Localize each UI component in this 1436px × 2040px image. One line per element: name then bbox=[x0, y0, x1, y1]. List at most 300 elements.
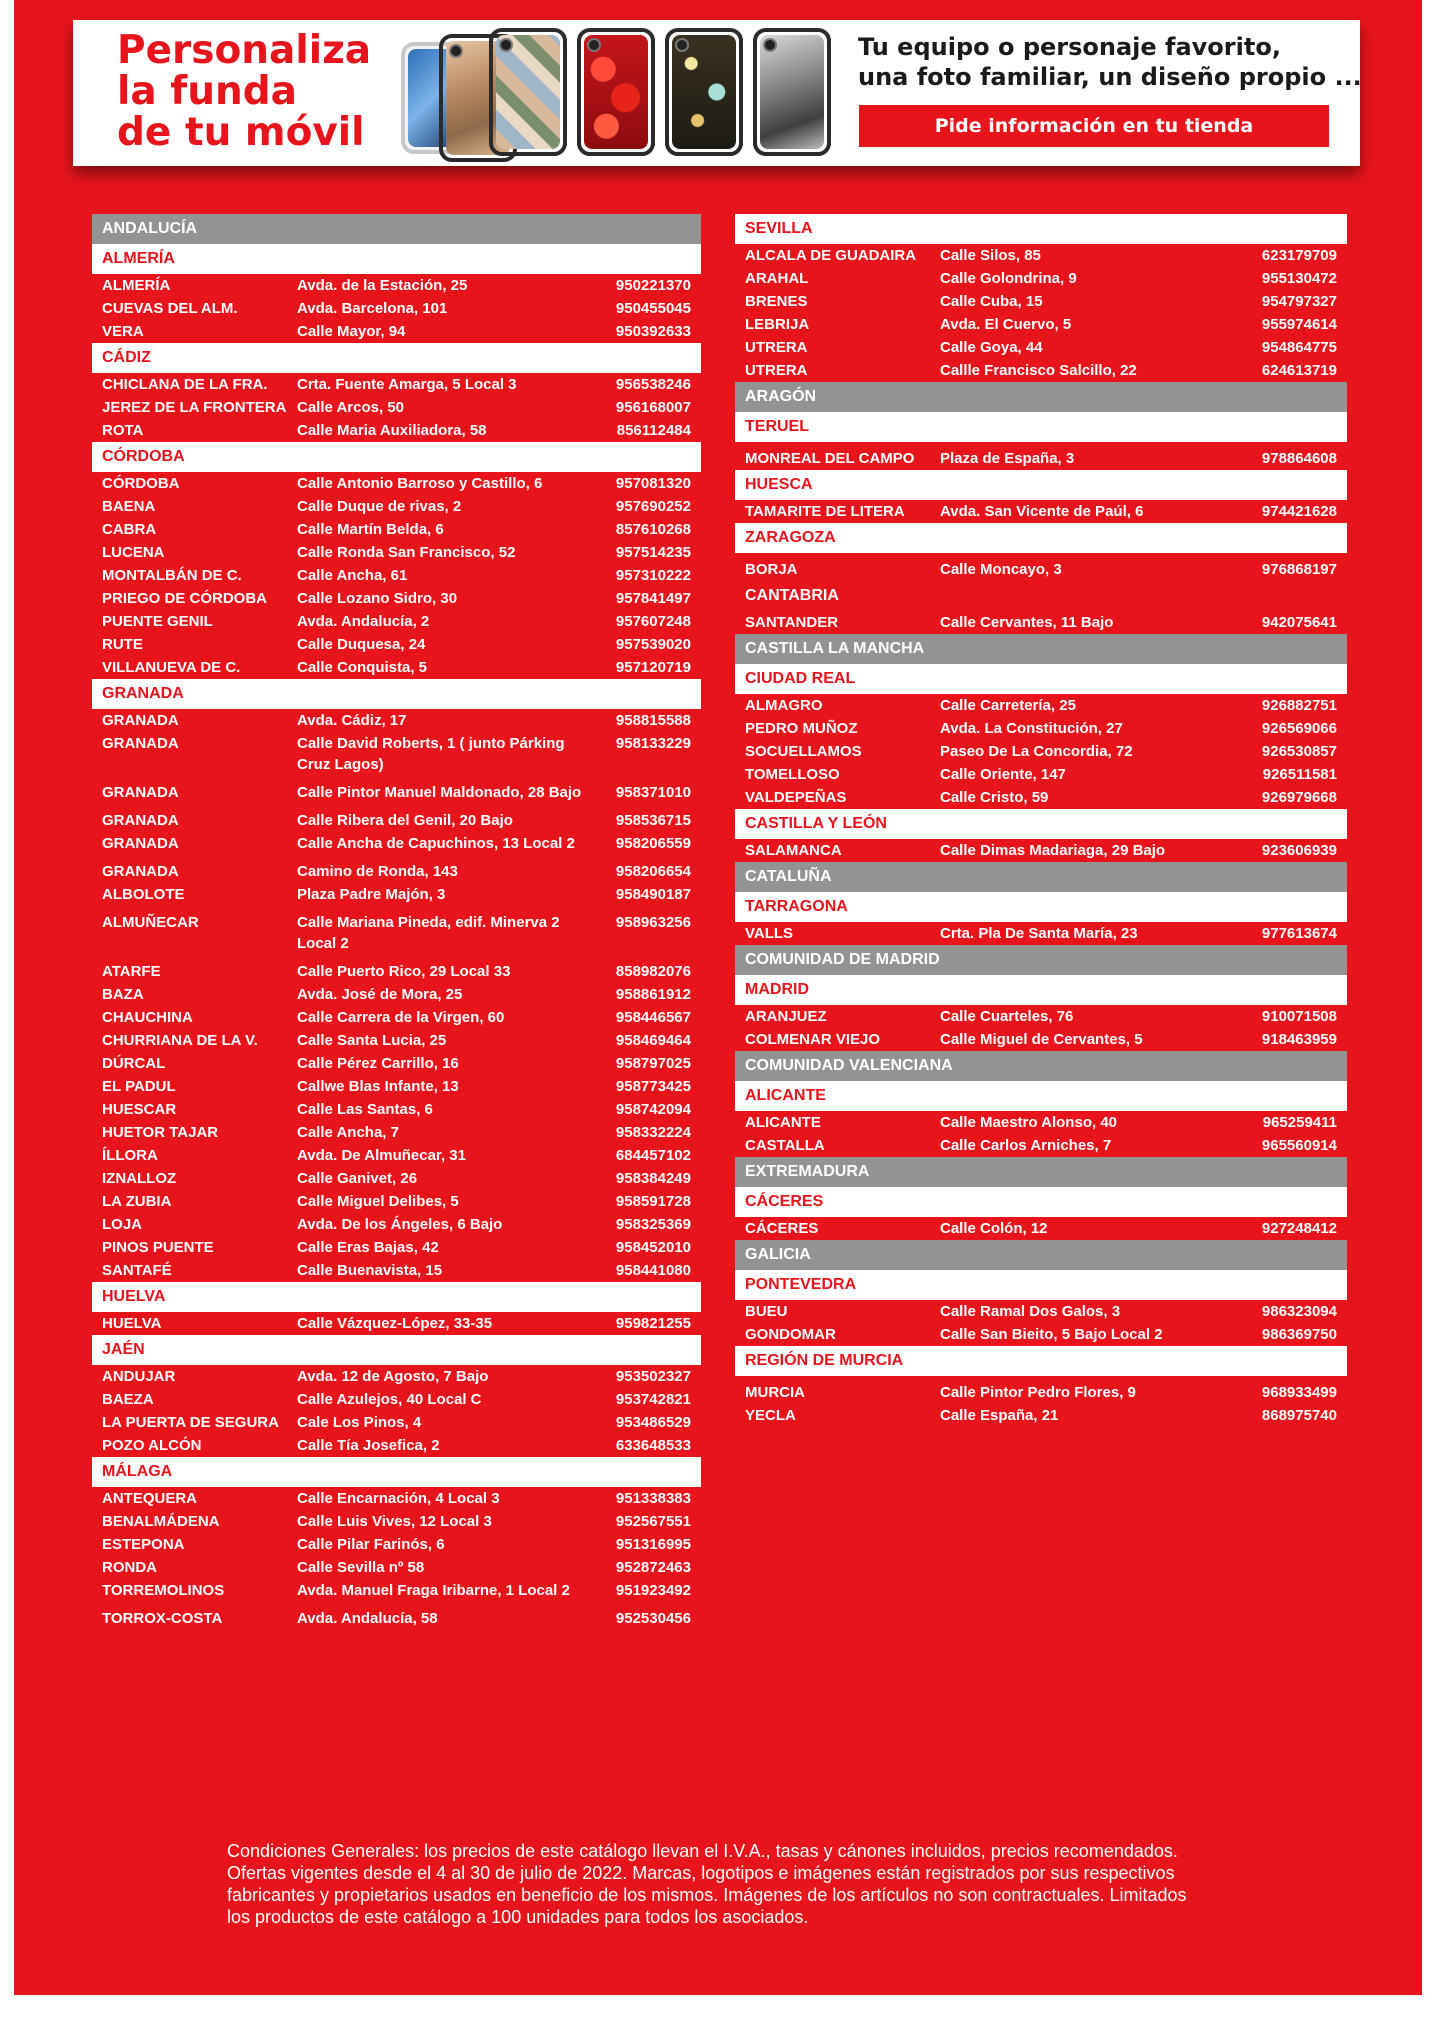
store-phone: 958206559 bbox=[615, 835, 691, 852]
banner-title-line: la funda bbox=[117, 69, 297, 114]
store-row bbox=[735, 1217, 1347, 1240]
province-header: TARRAGONA bbox=[735, 892, 1347, 922]
store-row bbox=[92, 1312, 701, 1335]
store-address: Avda. de la Estación, 25 bbox=[297, 277, 468, 294]
store-row bbox=[92, 274, 701, 297]
phone-bw-icon bbox=[753, 28, 831, 156]
store-city: BAEZA bbox=[102, 1391, 154, 1408]
banner-copy-line: Tu equipo o personaje favorito, bbox=[858, 33, 1281, 61]
store-address: Calle Colón, 12 bbox=[940, 1220, 1048, 1237]
store-row bbox=[735, 717, 1347, 740]
store-phone: 958742094 bbox=[615, 1101, 691, 1118]
store-address: Avda. Andalucía, 58 bbox=[297, 1610, 438, 1627]
store-city: GRANADA bbox=[102, 784, 179, 801]
store-city: HUETOR TAJAR bbox=[102, 1124, 219, 1141]
region-header: CASTILLA LA MANCHA bbox=[735, 634, 1347, 664]
store-city: CUEVAS DEL ALM. bbox=[102, 300, 238, 317]
store-city: SALAMANCA bbox=[745, 842, 842, 859]
store-phone: 957607248 bbox=[615, 613, 691, 630]
store-phone: 955130472 bbox=[1261, 270, 1337, 287]
store-city: LEBRIJA bbox=[745, 316, 810, 333]
store-row bbox=[92, 860, 701, 883]
store-address: Paseo De La Concordia, 72 bbox=[940, 743, 1133, 760]
province-header: CÁDIZ bbox=[92, 343, 701, 373]
store-address: Calle Eras Bajas, 42 bbox=[297, 1239, 439, 1256]
store-address: Calle Encarnación, 4 Local 3 bbox=[297, 1490, 500, 1507]
store-city: ALBOLOTE bbox=[102, 886, 185, 903]
store-phone: 978864608 bbox=[1261, 450, 1337, 467]
store-row bbox=[92, 1556, 701, 1579]
store-phone: 951923492 bbox=[615, 1582, 691, 1599]
store-row bbox=[92, 832, 701, 855]
store-address: Calle Oriente, 147 bbox=[940, 766, 1066, 783]
store-phone: 986323094 bbox=[1261, 1303, 1337, 1320]
store-address: Avda. La Constitución, 27 bbox=[940, 720, 1123, 737]
store-city: GONDOMAR bbox=[745, 1326, 836, 1343]
store-row bbox=[735, 558, 1347, 581]
region-header: CATALUÑA bbox=[735, 862, 1347, 892]
store-row bbox=[735, 740, 1347, 763]
store-phone: 958206654 bbox=[615, 863, 691, 880]
store-row bbox=[92, 1075, 701, 1098]
store-phone: 953502327 bbox=[615, 1368, 691, 1385]
store-phone: 927248412 bbox=[1261, 1220, 1337, 1237]
store-city: EL PADUL bbox=[102, 1078, 176, 1095]
store-row bbox=[735, 359, 1347, 382]
store-city: UTRERA bbox=[745, 362, 808, 379]
store-phone: 956538246 bbox=[615, 376, 691, 393]
store-city: CHURRIANA DE LA V. bbox=[102, 1032, 258, 1049]
store-city: CHAUCHINA bbox=[102, 1009, 193, 1026]
store-phone: 957690252 bbox=[615, 498, 691, 515]
store-city: POZO ALCÓN bbox=[102, 1437, 202, 1454]
store-city: UTRERA bbox=[745, 339, 808, 356]
store-phone: 954864775 bbox=[1261, 339, 1337, 356]
phone-strawberry-icon bbox=[577, 28, 655, 156]
store-row bbox=[735, 1005, 1347, 1028]
store-row bbox=[735, 1134, 1347, 1157]
store-city: ALICANTE bbox=[745, 1114, 821, 1131]
banner-copy bbox=[858, 32, 1362, 92]
store-city: ROTA bbox=[102, 422, 144, 439]
store-phone: 858982076 bbox=[615, 963, 691, 980]
store-phone: 953486529 bbox=[615, 1414, 691, 1431]
store-phone: 624613719 bbox=[1261, 362, 1337, 379]
store-phone: 986369750 bbox=[1261, 1326, 1337, 1343]
store-phone: 623179709 bbox=[1261, 247, 1337, 264]
conditions-line: fabricantes y propietarios usados en beneficio de los mismos. Imágenes de los artículos no son contractuales. Limitados bbox=[227, 1885, 1187, 1905]
province-header: PONTEVEDRA bbox=[735, 1270, 1347, 1300]
store-city: JEREZ DE LA FRONTERA bbox=[102, 399, 287, 416]
banner-copy-line: una foto familiar, un diseño propio ... bbox=[858, 63, 1362, 91]
store-row bbox=[92, 297, 701, 320]
store-row bbox=[735, 500, 1347, 523]
store-city: COLMENAR VIEJO bbox=[745, 1031, 881, 1048]
store-phone: 957310222 bbox=[615, 567, 691, 584]
store-row bbox=[92, 1388, 701, 1411]
store-row bbox=[92, 1098, 701, 1121]
store-row bbox=[92, 983, 701, 1006]
store-row bbox=[735, 313, 1347, 336]
store-city: HUELVA bbox=[102, 1315, 162, 1332]
province-header: SEVILLA bbox=[735, 214, 1347, 244]
store-phone: 951316995 bbox=[615, 1536, 691, 1553]
store-phone: 918463959 bbox=[1261, 1031, 1337, 1048]
store-city: ÍLLORA bbox=[102, 1147, 158, 1164]
store-address: Calle Dimas Madariaga, 29 Bajo bbox=[940, 842, 1166, 859]
store-city: SOCUELLAMOS bbox=[745, 743, 862, 760]
store-address: Avda. Manuel Fraga Iribarne, 1 Local 2 bbox=[297, 1582, 570, 1599]
store-phone: 958133229 bbox=[615, 735, 691, 752]
store-phone: 856112484 bbox=[616, 422, 691, 439]
store-city: LOJA bbox=[102, 1216, 143, 1233]
store-address: Calle Ribera del Genil, 20 Bajo bbox=[297, 812, 513, 829]
store-phone: 950392633 bbox=[615, 323, 691, 340]
province-header: CÓRDOBA bbox=[92, 442, 701, 472]
store-address: Calle España, 21 bbox=[940, 1407, 1059, 1424]
store-city: TORREMOLINOS bbox=[102, 1582, 225, 1599]
store-city: SANTANDER bbox=[745, 614, 839, 631]
store-city: ANTEQUERA bbox=[102, 1490, 198, 1507]
region-header: EXTREMADURA bbox=[735, 1157, 1347, 1187]
store-address: Calle Duque de rivas, 2 bbox=[297, 498, 462, 515]
store-address: Avda. Andalucía, 2 bbox=[297, 613, 430, 630]
store-address: Calle Vázquez-López, 33-35 bbox=[297, 1315, 493, 1332]
store-row bbox=[735, 1028, 1347, 1051]
store-phone: 950455045 bbox=[615, 300, 691, 317]
store-address: Calle Goya, 44 bbox=[940, 339, 1043, 356]
store-city: CÓRDOBA bbox=[102, 475, 180, 492]
conditions-line: los productos de este catálogo a 100 unidades para todos los asociados. bbox=[227, 1907, 809, 1927]
store-address: Calle Ancha, 7 bbox=[297, 1124, 399, 1141]
store-phone: 958963256 bbox=[615, 914, 691, 931]
store-phone: 926882751 bbox=[1261, 697, 1337, 714]
store-city: CHICLANA DE LA FRA. bbox=[102, 376, 268, 393]
store-row bbox=[92, 1167, 701, 1190]
store-address: Calle Sevilla nº 58 bbox=[297, 1559, 425, 1576]
province-header: MADRID bbox=[735, 975, 1347, 1005]
store-city: MONREAL DEL CAMPO bbox=[745, 450, 915, 467]
store-phone: 926511581 bbox=[1262, 766, 1337, 783]
promo-banner bbox=[73, 20, 1360, 166]
store-city: ALMERÍA bbox=[102, 277, 171, 294]
store-phone: 958332224 bbox=[615, 1124, 691, 1141]
region-header: ANDALUCÍA bbox=[92, 214, 701, 244]
store-phone: 955974614 bbox=[1261, 316, 1337, 333]
store-city: BRENES bbox=[745, 293, 808, 310]
store-row bbox=[735, 290, 1347, 313]
store-address: Avda. Barcelona, 101 bbox=[297, 300, 448, 317]
store-city: MONTALBÁN DE C. bbox=[102, 567, 242, 584]
conditions-line: Ofertas vigentes desde el 4 al 30 de julio de 2022. Marcas, logotipos e imágenes están registrados por sus respectivos bbox=[227, 1863, 1175, 1883]
store-row bbox=[735, 611, 1347, 634]
province-header: ALICANTE bbox=[735, 1081, 1347, 1111]
store-row bbox=[92, 1579, 701, 1602]
store-row bbox=[92, 960, 701, 983]
store-row bbox=[92, 781, 701, 804]
store-city: GRANADA bbox=[102, 712, 179, 729]
store-phone: 958591728 bbox=[615, 1193, 691, 1210]
store-phone: 959821255 bbox=[615, 1315, 691, 1332]
store-row bbox=[92, 396, 701, 419]
store-address: Calle Azulejos, 40 Local C bbox=[297, 1391, 482, 1408]
store-row bbox=[92, 1365, 701, 1388]
store-address: Calle Ancha de Capuchinos, 13 Local 2 bbox=[297, 835, 575, 852]
store-address: Calle Ancha, 61 bbox=[297, 567, 408, 584]
store-address: Calle Lozano Sidro, 30 bbox=[297, 590, 458, 607]
store-row bbox=[92, 1190, 701, 1213]
store-city: MURCIA bbox=[745, 1384, 805, 1401]
store-row bbox=[92, 518, 701, 541]
store-phone: 977613674 bbox=[1261, 925, 1337, 942]
store-phone: 958371010 bbox=[615, 784, 691, 801]
store-city: PEDRO MUÑOZ bbox=[745, 720, 858, 737]
store-city: BORJA bbox=[745, 561, 798, 578]
store-phone: 633648533 bbox=[615, 1437, 691, 1454]
store-phone: 958536715 bbox=[615, 812, 691, 829]
store-city: GRANADA bbox=[102, 835, 179, 852]
store-city: VALDEPEÑAS bbox=[745, 789, 847, 806]
store-address: Calle Cristo, 59 bbox=[940, 789, 1049, 806]
store-row bbox=[92, 610, 701, 633]
store-row bbox=[92, 709, 701, 732]
store-city: PRIEGO DE CÓRDOBA bbox=[102, 590, 268, 607]
store-phone: 958861912 bbox=[615, 986, 691, 1003]
store-city: DÚRCAL bbox=[102, 1055, 166, 1072]
store-phone: 974421628 bbox=[1261, 503, 1337, 520]
store-city: GRANADA bbox=[102, 812, 179, 829]
store-address: Calle Silos, 85 bbox=[940, 247, 1041, 264]
store-phone: 965560914 bbox=[1261, 1137, 1337, 1154]
store-address: Calle Carrera de la Virgen, 60 bbox=[297, 1009, 505, 1026]
store-row bbox=[92, 373, 701, 396]
province-header: ZARAGOZA bbox=[735, 523, 1347, 553]
store-address: Avda. 12 de Agosto, 7 Bajo bbox=[297, 1368, 489, 1385]
store-row bbox=[735, 1300, 1347, 1323]
store-city: ATARFE bbox=[102, 963, 161, 980]
store-phone: 968933499 bbox=[1261, 1384, 1337, 1401]
store-row bbox=[92, 809, 701, 832]
store-row bbox=[92, 656, 701, 679]
store-city: SANTAFÉ bbox=[102, 1262, 172, 1279]
store-address: Crta. Pla De Santa María, 23 bbox=[940, 925, 1138, 942]
info-cta-button[interactable]: Pide información en tu tienda bbox=[859, 105, 1329, 147]
store-phone: 958446567 bbox=[615, 1009, 691, 1026]
store-city: CASTALLA bbox=[745, 1137, 825, 1154]
province-header: GRANADA bbox=[92, 679, 701, 709]
store-city: ALCALA DE GUADAIRA bbox=[745, 247, 917, 264]
store-phone: 926569066 bbox=[1261, 720, 1337, 737]
store-phone: 958815588 bbox=[615, 712, 691, 729]
store-city: VERA bbox=[102, 323, 144, 340]
store-row bbox=[92, 1510, 701, 1533]
store-row bbox=[92, 564, 701, 587]
province-header: CASTILLA Y LEÓN bbox=[735, 809, 1347, 839]
store-address: Avda. De Almuñecar, 31 bbox=[297, 1147, 466, 1164]
catalog-page bbox=[14, 0, 1422, 1995]
store-city: BUEU bbox=[745, 1303, 788, 1320]
province-header: JAÉN bbox=[92, 1335, 701, 1365]
store-address: Calle Cuarteles, 76 bbox=[940, 1008, 1074, 1025]
store-row bbox=[735, 763, 1347, 786]
phone-collage-icon bbox=[489, 28, 567, 156]
store-city: VALLS bbox=[745, 925, 794, 942]
store-city: BAENA bbox=[102, 498, 156, 515]
store-address: Calle Puerto Rico, 29 Local 33 bbox=[297, 963, 511, 980]
store-address: Calle David Roberts, 1 ( junto Párking Cruz Lagos) bbox=[297, 735, 565, 773]
store-address: Calle Cervantes, 11 Bajo bbox=[940, 614, 1114, 631]
store-phone: 958797025 bbox=[615, 1055, 691, 1072]
store-row bbox=[735, 1111, 1347, 1134]
province-header: REGIÓN DE MURCIA bbox=[735, 1346, 1347, 1376]
store-row bbox=[735, 922, 1347, 945]
store-city: TOMELLOSO bbox=[745, 766, 840, 783]
store-phone: 957514235 bbox=[615, 544, 691, 561]
store-address: Camino de Ronda, 143 bbox=[297, 863, 458, 880]
store-row bbox=[735, 447, 1347, 470]
store-address: Avda. El Cuervo, 5 bbox=[940, 316, 1072, 333]
store-row bbox=[735, 1381, 1347, 1404]
store-phone: 953742821 bbox=[615, 1391, 691, 1408]
store-city: RONDA bbox=[102, 1559, 157, 1576]
store-city: ALMUÑECAR bbox=[102, 914, 199, 931]
store-row bbox=[92, 1533, 701, 1556]
store-address: Callle Francisco Salcillo, 22 bbox=[940, 362, 1137, 379]
store-address: Calle Pérez Carrillo, 16 bbox=[297, 1055, 459, 1072]
store-address: Crta. Fuente Amarga, 5 Local 3 bbox=[297, 376, 517, 393]
store-phone: 954797327 bbox=[1261, 293, 1337, 310]
store-address: Calle Miguel de Cervantes, 5 bbox=[940, 1031, 1143, 1048]
store-phone: 857610268 bbox=[615, 521, 691, 538]
region-header: GALICIA bbox=[735, 1240, 1347, 1270]
province-header: CIUDAD REAL bbox=[735, 664, 1347, 694]
general-conditions bbox=[227, 1840, 1227, 1928]
store-city: BENALMÁDENA bbox=[102, 1513, 220, 1530]
store-phone: 957841497 bbox=[615, 590, 691, 607]
store-phone: 923606939 bbox=[1261, 842, 1337, 859]
store-row bbox=[92, 1607, 701, 1630]
province-header: HUELVA bbox=[92, 1282, 701, 1312]
store-city: YECLA bbox=[745, 1407, 796, 1424]
store-phone: 868975740 bbox=[1261, 1407, 1337, 1424]
store-city: VILLANUEVA DE C. bbox=[102, 659, 241, 676]
store-phone: 952872463 bbox=[615, 1559, 691, 1576]
store-row bbox=[92, 911, 701, 955]
store-address: Calle Ronda San Francisco, 52 bbox=[297, 544, 516, 561]
store-phone: 958384249 bbox=[615, 1170, 691, 1187]
store-list-left bbox=[92, 214, 701, 1630]
store-city: GRANADA bbox=[102, 735, 179, 752]
store-address: Calle Moncayo, 3 bbox=[940, 561, 1062, 578]
store-phone: 957539020 bbox=[615, 636, 691, 653]
store-city: LA ZUBIA bbox=[102, 1193, 172, 1210]
store-address: Avda. San Vicente de Paúl, 6 bbox=[940, 503, 1144, 520]
province-header: MÁLAGA bbox=[92, 1457, 701, 1487]
store-address: Avda. De los Ángeles, 6 Bajo bbox=[297, 1216, 503, 1233]
store-phone: 958452010 bbox=[615, 1239, 691, 1256]
store-phone: 976868197 bbox=[1261, 561, 1337, 578]
store-row bbox=[92, 495, 701, 518]
store-city: ARANJUEZ bbox=[745, 1008, 827, 1025]
store-address: Calle Maria Auxiliadora, 58 bbox=[297, 422, 487, 439]
store-row bbox=[735, 1323, 1347, 1346]
store-city: ESTEPONA bbox=[102, 1536, 185, 1553]
store-city: PINOS PUENTE bbox=[102, 1239, 214, 1256]
store-city: GRANADA bbox=[102, 863, 179, 880]
store-address: Calle Mariana Pineda, edif. Minerva 2 Local 2 bbox=[297, 914, 560, 952]
store-address: Calle Duquesa, 24 bbox=[297, 636, 426, 653]
store-phone: 952567551 bbox=[615, 1513, 691, 1530]
store-address: Calle Miguel Delibes, 5 bbox=[297, 1193, 459, 1210]
store-address: Plaza de España, 3 bbox=[940, 450, 1075, 467]
store-phone: 958773425 bbox=[615, 1078, 691, 1095]
store-phone: 958490187 bbox=[615, 886, 691, 903]
store-address: Calle Conquista, 5 bbox=[297, 659, 428, 676]
phone-stars-icon bbox=[665, 28, 743, 156]
store-row bbox=[92, 320, 701, 343]
store-city: CÁCERES bbox=[745, 1220, 819, 1237]
store-address: Avda. José de Mora, 25 bbox=[297, 986, 463, 1003]
store-row bbox=[92, 1487, 701, 1510]
store-address: Calle Tía Josefica, 2 bbox=[297, 1437, 440, 1454]
store-address: Calle Arcos, 50 bbox=[297, 399, 404, 416]
store-address: Calle Pintor Pedro Flores, 9 bbox=[940, 1384, 1136, 1401]
store-row bbox=[92, 883, 701, 906]
store-address: Calle Golondrina, 9 bbox=[940, 270, 1077, 287]
store-address: Calle Antonio Barroso y Castillo, 6 bbox=[297, 475, 543, 492]
store-row bbox=[92, 1236, 701, 1259]
store-row bbox=[735, 336, 1347, 359]
store-row bbox=[92, 1434, 701, 1457]
store-city: ANDUJAR bbox=[102, 1368, 176, 1385]
store-address: Avda. Cádiz, 17 bbox=[297, 712, 407, 729]
store-address: Cale Los Pinos, 4 bbox=[297, 1414, 422, 1431]
store-phone: 926979668 bbox=[1261, 789, 1337, 806]
phone-cases-gallery bbox=[401, 28, 837, 158]
store-address: Calle Las Santas, 6 bbox=[297, 1101, 433, 1118]
store-city: TAMARITE DE LITERA bbox=[745, 503, 905, 520]
conditions-line: Condiciones Generales: los precios de este catálogo llevan el I.V.A., tasas y cánones incluidos, precios recomendados. bbox=[227, 1841, 1178, 1861]
store-phone: 926530857 bbox=[1261, 743, 1337, 760]
store-phone: 958325369 bbox=[615, 1216, 691, 1233]
store-address: Calle Martín Belda, 6 bbox=[297, 521, 444, 538]
store-address: Plaza Padre Majón, 3 bbox=[297, 886, 446, 903]
store-row bbox=[735, 1404, 1347, 1427]
banner-title-line: de tu móvil bbox=[117, 110, 365, 155]
store-row bbox=[92, 1121, 701, 1144]
store-phone: 951338383 bbox=[615, 1490, 691, 1507]
store-phone: 958441080 bbox=[615, 1262, 691, 1279]
store-address: Calle Luis Vives, 12 Local 3 bbox=[297, 1513, 492, 1530]
store-row bbox=[92, 472, 701, 495]
store-city: PUENTE GENIL bbox=[102, 613, 213, 630]
store-city: IZNALLOZ bbox=[102, 1170, 177, 1187]
province-header: ALMERÍA bbox=[92, 244, 701, 274]
store-row bbox=[92, 419, 701, 442]
store-address: Calle Carlos Arniches, 7 bbox=[940, 1137, 1112, 1154]
store-phone: 957081320 bbox=[615, 475, 691, 492]
store-city: TORROX-COSTA bbox=[102, 1610, 223, 1627]
store-phone: 952530456 bbox=[615, 1610, 691, 1627]
store-phone: 910071508 bbox=[1261, 1008, 1337, 1025]
store-row bbox=[92, 1213, 701, 1236]
store-address: Calle Pilar Farinós, 6 bbox=[297, 1536, 445, 1553]
store-phone: 950221370 bbox=[615, 277, 691, 294]
store-city: ARAHAL bbox=[745, 270, 809, 287]
province-header: TERUEL bbox=[735, 412, 1347, 442]
store-address: Calle Mayor, 94 bbox=[297, 323, 406, 340]
banner-title-line: Personaliza bbox=[117, 28, 372, 73]
